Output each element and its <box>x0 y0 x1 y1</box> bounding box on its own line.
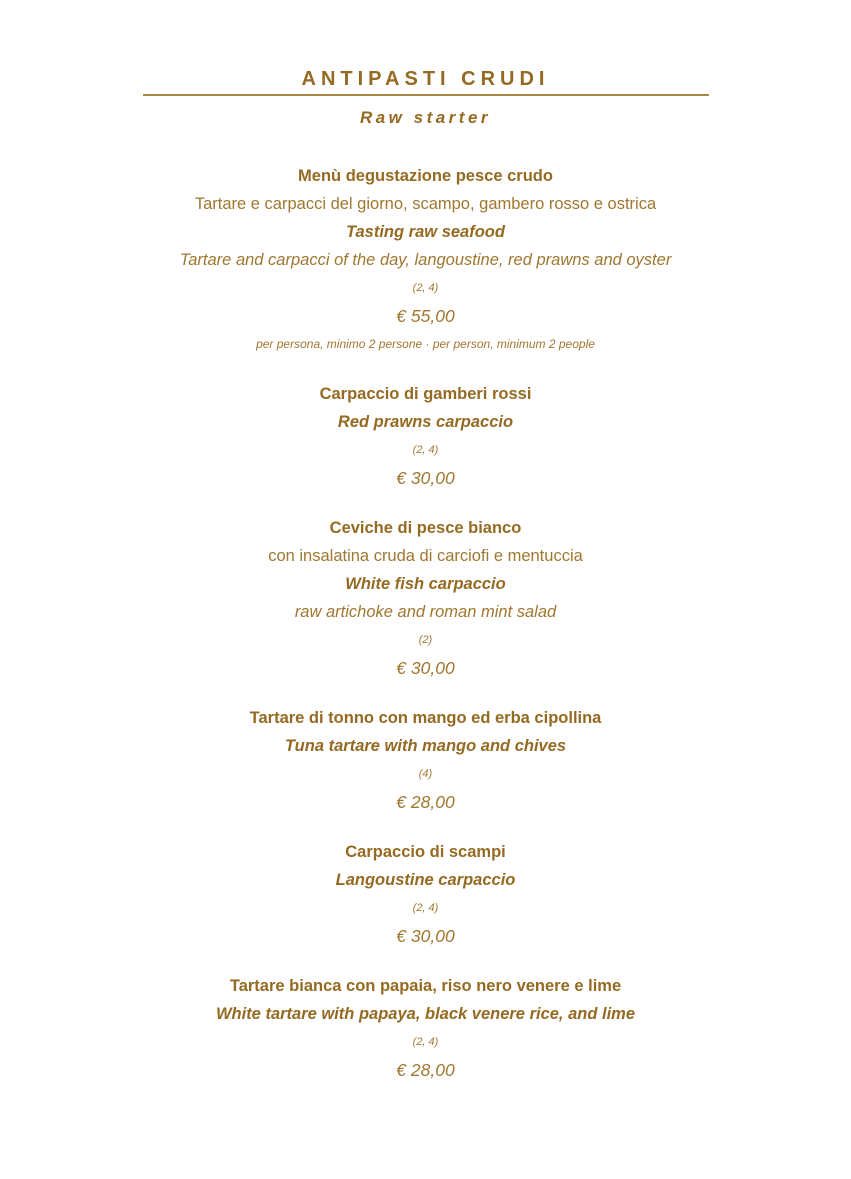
title-divider <box>143 94 709 96</box>
item-name-en: White fish carpaccio <box>345 575 506 593</box>
item-name-en: Langoustine carpaccio <box>335 871 516 889</box>
menu-item <box>0 162 851 358</box>
item-price: € 28,00 <box>396 1060 455 1080</box>
item-price: € 30,00 <box>396 468 455 488</box>
item-allergens: (2) <box>418 634 433 646</box>
item-name-it: Carpaccio di gamberi rossi <box>319 385 532 403</box>
section-title: ANTIPASTI CRUDI <box>301 68 550 90</box>
item-allergens: (2, 4) <box>412 282 439 294</box>
item-name-en: Tasting raw seafood <box>346 223 505 241</box>
item-name-en: Red prawns carpaccio <box>337 413 514 431</box>
item-note: per persona, minimo 2 persone · per person, minimum 2 people <box>256 337 595 351</box>
menu-item <box>0 704 851 816</box>
item-price: € 30,00 <box>396 658 455 678</box>
menu-item <box>0 972 851 1084</box>
section-subtitle: Raw starter <box>359 108 492 127</box>
item-desc-it: con insalatina cruda di carciofi e mentuccia <box>268 547 583 565</box>
menu-item <box>0 380 851 492</box>
item-name-it: Tartare bianca con papaia, riso nero venere e lime <box>229 977 622 995</box>
item-allergens: (2, 4) <box>412 902 439 914</box>
item-price: € 28,00 <box>396 792 455 812</box>
item-price: € 30,00 <box>396 926 455 946</box>
item-desc-it: Tartare e carpacci del giorno, scampo, gambero rosso e ostrica <box>194 195 657 213</box>
menu-items <box>0 162 851 1084</box>
item-desc-en: raw artichoke and roman mint salad <box>294 603 557 621</box>
item-name-en: Tuna tartare with mango and chives <box>284 737 567 755</box>
item-name-it: Tartare di tonno con mango ed erba cipollina <box>249 709 602 727</box>
menu-item <box>0 514 851 682</box>
item-allergens: (4) <box>418 768 433 780</box>
item-name-it: Carpaccio di scampi <box>345 843 506 861</box>
menu-item <box>0 838 851 950</box>
menu-header <box>0 68 851 128</box>
item-price: € 55,00 <box>396 306 455 326</box>
item-allergens: (2, 4) <box>412 1036 439 1048</box>
item-name-en: White tartare with papaya, black venere rice, and lime <box>215 1005 636 1023</box>
item-desc-en: Tartare and carpacci of the day, langoustine, red prawns and oyster <box>179 251 672 269</box>
item-name-it: Menù degustazione pesce crudo <box>298 167 553 185</box>
item-allergens: (2, 4) <box>412 444 439 456</box>
item-name-it: Ceviche di pesce bianco <box>329 519 522 537</box>
